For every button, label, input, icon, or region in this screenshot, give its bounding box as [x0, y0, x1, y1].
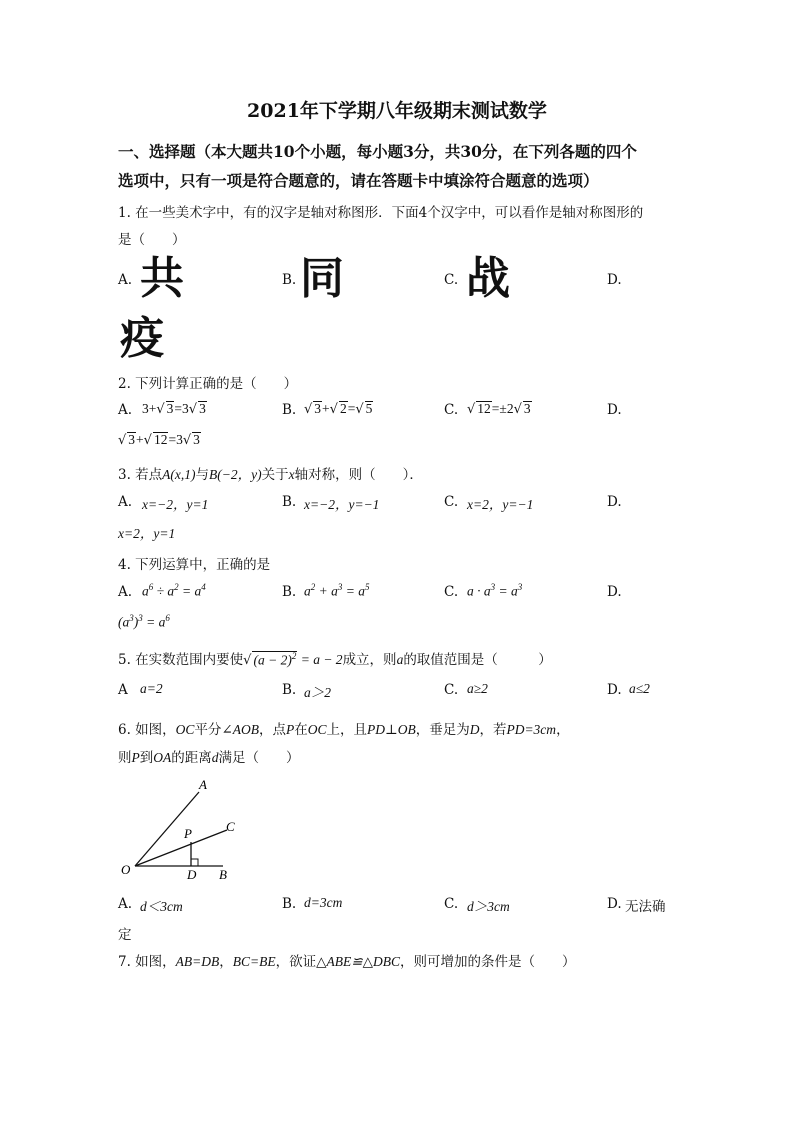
- q5-stem: 5. 在实数范围内要使√ $(a - 2)^2 = a - 2$成立，则a的取值范围是（ ）: [118, 650, 552, 668]
- q3-label-c: C.: [444, 494, 459, 510]
- q1-char-a: 共: [140, 253, 184, 304]
- q5-label-c: C.: [444, 682, 459, 698]
- q4-label-a: A.: [118, 584, 133, 600]
- q5-label-a: A: [118, 682, 128, 698]
- q1-label-a: A.: [118, 272, 133, 288]
- q6-angle-figure: [115, 770, 245, 885]
- q4-option-a: $a^6 \div a^2 = a^4$: [142, 582, 206, 599]
- q1-stem-line2: 是（ ）: [118, 232, 186, 248]
- q3-option-d: x=2，y=1: [118, 526, 176, 541]
- label-a: A: [199, 777, 207, 792]
- q4-label-b: B.: [282, 584, 297, 600]
- q2-label-d: D.: [607, 402, 622, 418]
- q6-option-b: d=3cm: [304, 895, 343, 910]
- q4-stem: 4. 下列运算中，正确的是: [118, 557, 271, 573]
- q4-option-c: $a \cdot a^3 = a^3$: [467, 582, 523, 599]
- q6-option-d-wrap: 定: [118, 927, 132, 943]
- q5-option-a: a=2: [140, 681, 163, 696]
- q6-option-d: 无法确: [625, 899, 666, 915]
- q1-char-c: 战: [466, 253, 510, 304]
- q2-label-b: B.: [282, 402, 297, 418]
- q5-option-d: a≤2: [629, 681, 650, 696]
- q6-label-b: B.: [282, 896, 297, 912]
- section-heading-line1: 一、选择题（本大题共10个小题，每小题3分，共30分，在下列各题的四个: [118, 142, 637, 161]
- section-heading-line2: 选项中，只有一项是符合题意的，请在答题卡中填涂符合题意的选项）: [118, 171, 599, 190]
- q6-label-a: A.: [118, 896, 133, 912]
- q4-option-b: $a^2 + a^3 = a^5$: [304, 582, 370, 599]
- label-o: O: [121, 862, 131, 877]
- q5-label-d: D.: [607, 682, 622, 698]
- q1-label-b: B.: [282, 272, 297, 288]
- q6-option-c: d＞3cm: [467, 899, 510, 914]
- q2-stem: 2. 下列计算正确的是（ ）: [118, 376, 298, 392]
- label-b: B: [219, 867, 227, 882]
- page-title: 2021年下学期八年级期末测试数学: [247, 100, 547, 122]
- q6-stem-line1: 6. 如图，OC平分∠AOB，点P在OC上，且PD⊥OB，垂足为D，若PD=3cm，: [118, 722, 570, 738]
- q1-char-d: 疫: [120, 313, 164, 364]
- q6-stem-line2: 则P到OA的距离d满足（ ）: [118, 750, 300, 766]
- right-angle-mark: [191, 859, 198, 866]
- q2-label-a: A.: [118, 402, 133, 418]
- q4-label-d: D.: [607, 584, 622, 600]
- q6-label-d: D.: [607, 896, 622, 912]
- q2-label-c: C.: [444, 402, 459, 418]
- q2-option-c: √ 12=±2√ 3: [467, 401, 531, 417]
- q5-option-c: a≥2: [467, 681, 488, 696]
- q7-stem: 7. 如图，AB=DB，BC=BE，欲证△ABE≌△DBC，则可增加的条件是（ ）: [118, 954, 576, 970]
- q3-option-c: x=2，y=−1: [467, 497, 534, 512]
- q2-option-b: √ 3+√ 2=√ 5: [304, 401, 373, 417]
- q4-label-c: C.: [444, 584, 459, 600]
- q6-label-c: C.: [444, 896, 459, 912]
- q3-label-d: D.: [607, 494, 622, 510]
- q3-label-a: A.: [118, 494, 133, 510]
- q5-label-b: B.: [282, 682, 297, 698]
- q3-label-b: B.: [282, 494, 297, 510]
- label-d: D: [187, 867, 197, 882]
- q3-stem: 3. 若点A(x,1)与B(−2，y)关于x轴对称，则（ ）．: [118, 467, 423, 483]
- q4-option-d: $(a^3)^3 = a^6$: [118, 613, 170, 630]
- q3-option-b: x=−2，y=−1: [304, 497, 380, 512]
- q5-option-b: a＞2: [304, 685, 331, 700]
- label-c: C: [226, 819, 235, 834]
- q2-option-a: 3+√ 3=3√ 3: [142, 401, 206, 417]
- label-p: P: [184, 826, 192, 841]
- q1-stem-line1: 1. 在一些美术字中，有的汉字是轴对称图形．下面4个汉字中，可以看作是轴对称图形的: [118, 205, 644, 221]
- q3-option-a: x=−2，y=1: [142, 497, 209, 512]
- q2-option-d: √ 3+√ 12=3√ 3: [118, 432, 200, 448]
- q1-char-b: 同: [300, 253, 344, 304]
- ray-oc: [135, 830, 227, 866]
- q6-option-a: d＜3cm: [140, 899, 183, 914]
- q1-label-d: D.: [607, 272, 622, 288]
- q1-label-c: C.: [444, 272, 459, 288]
